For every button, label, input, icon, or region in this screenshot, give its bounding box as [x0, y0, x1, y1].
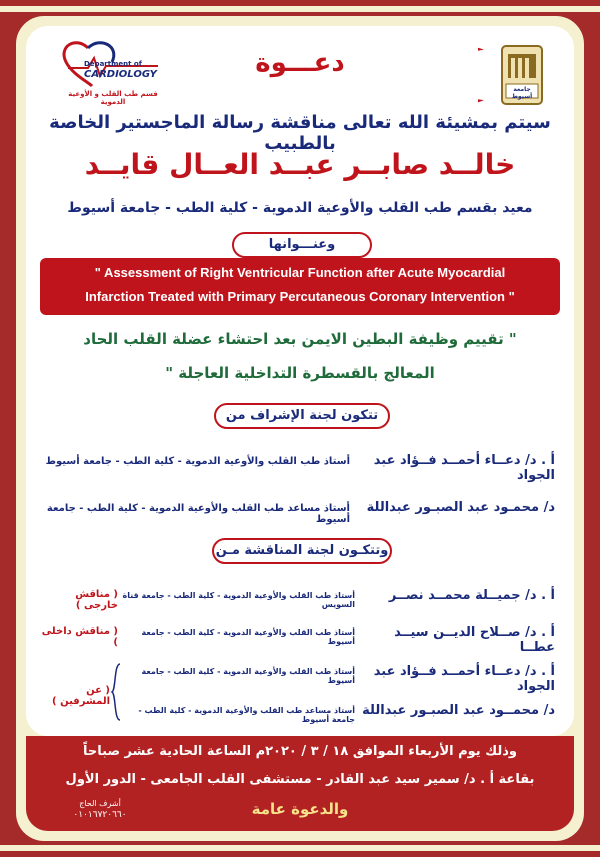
examiner-2-name: أ . د/ صــلاح الديــن سيــد عطــا [394, 625, 555, 655]
examiner-1-name: أ . د/ جميــلة محمــد نصــر [388, 588, 555, 603]
cardiology-logo [58, 38, 168, 110]
examiner-2-position: أستاذ طب القلب والأوعية الدموية - كلية الطب - جامعة أسيوط [141, 628, 355, 646]
supervisor-1-name: أ . د/ دعــاء أحمــد فــؤاد عبد الجواد [373, 453, 555, 483]
brace-icon [110, 662, 122, 722]
examiner-1-note: ( مناقش خارجى ) [75, 589, 118, 611]
intro-line: سيتم بمشيئة الله تعالى مناقشة رسالة الماجستير الخاصة بالطبيب [49, 112, 551, 154]
supervisor-2-name: د/ محمـود عبد الصبـور عبداللة [366, 500, 555, 515]
examination-heading: وتتكـون لجنة المناقشة مـن [212, 538, 392, 564]
public-note: والدعوة عامة [251, 800, 349, 818]
date-line: وذلك يوم الأربعاء الموافق ١٨ / ٣ / ٢٠٢٠م الساعة الحادية عشر صباحاً [83, 744, 517, 759]
bottom-stripe [0, 845, 600, 851]
english-title-line2: Infarction Treated with Primary Percutaneous Coronary Intervention " [85, 289, 515, 304]
english-title-line1: " Assessment of Right Ventricular Function after Acute Myocardial [94, 265, 506, 280]
university-label: جامعة أسيوط [511, 86, 533, 100]
top-stripe [0, 6, 600, 12]
supervisor-1-position: أستاذ طب القلب والأوعية الدموية - كلية الطب - جامعة أسيوط [45, 456, 350, 467]
candidate-position: معيد بقسم طب القلب والأوعية الدموية - كلية الطب - جامعة أسيوط [67, 200, 533, 216]
supervision-heading: تتكون لجنة الإشراف من [214, 403, 390, 429]
supervisor-label: أشرف الحاج [79, 799, 121, 808]
university-logo [478, 40, 548, 110]
examiner-3-position: أستاذ طب القلب والأوعية الدموية - كلية الطب - جامعة أسيوط [141, 667, 355, 685]
venue-line: بقاعة أ . د/ سمير سيد عبد القادر - مستشفى القلب الجامعى - الدور الأول [65, 772, 535, 787]
examiner-1-position: أستاذ طب القلب والأوعية الدموية - كلية الطب - جامعة قناة السويس [122, 591, 355, 609]
examiner-3-name: أ . د/ دعــاء أحمــد فــؤاد عبد الجواد [373, 664, 555, 694]
examiner-4-name: د/ محمــود عبد الصبـور عبداللة [362, 703, 555, 718]
dept-line2: CARDIOLOGY [84, 69, 157, 80]
arabic-title-line1: " تقييم وظيفة البطين الايمن بعد احتشاء عضلة القلب الحاد [83, 330, 517, 348]
invitation-title: دعـــوة [255, 48, 345, 78]
dept-line1: Department of [84, 60, 142, 68]
examiner-2-note: ( مناقش داخلى ) [41, 626, 118, 648]
dept-arabic: قسم طب القلب و الأوعية الدموية [68, 90, 158, 106]
phone-number: ٠١٠١٦٧٢٠٦٦٠ [73, 810, 127, 820]
english-title-box [40, 258, 560, 315]
candidate-name: خالــد صابــر عبــد العــال قايــد [84, 148, 516, 181]
thesis-heading: وعنـــوانها [232, 232, 372, 258]
arabic-title-line2: المعالج بالقسطرة التداخلية العاجلة " [165, 364, 435, 382]
supervisors-note: ( عن المشرفين ) [52, 685, 110, 707]
examiner-4-position: أستاذ مساعد طب القلب والأوعية الدموية - كلية الطب - جامعة أسيوط [138, 706, 355, 724]
supervisor-2-position: أستاذ مساعد طب القلب والأوعية الدموية - كلية الطب - جامعة أسيوط [46, 503, 350, 525]
